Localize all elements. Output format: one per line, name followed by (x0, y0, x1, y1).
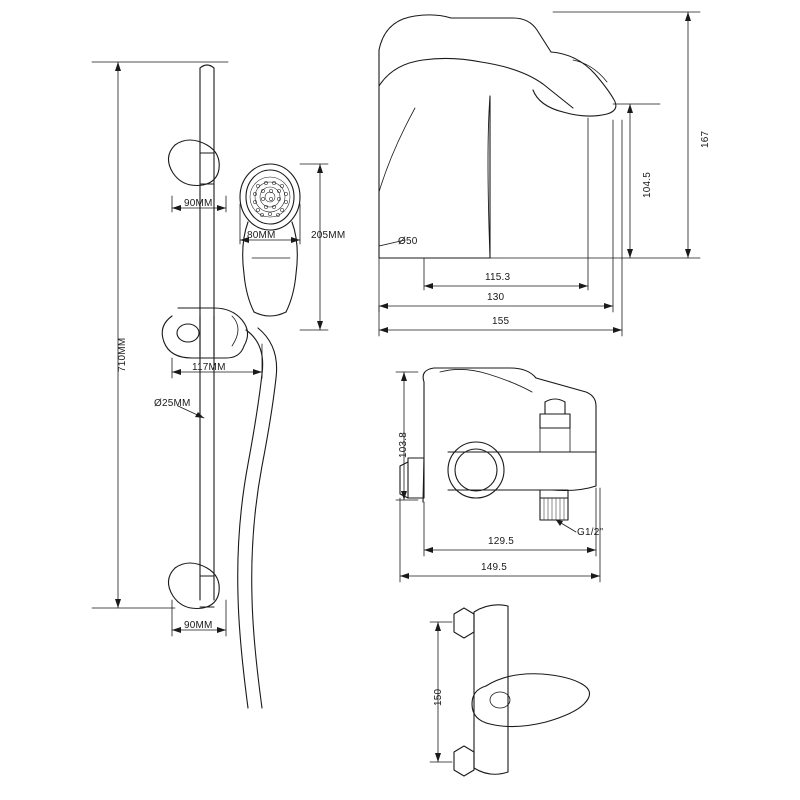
dim-basin-overall-height: 167 (700, 130, 711, 148)
dim-bath-spout-length: 129.5 (488, 536, 515, 547)
dim-bath-body-height: 103.8 (398, 431, 409, 458)
dim-bath-top-inlet-centres: 150 (433, 688, 444, 706)
dim-rail-tube-diameter: Ø25MM (154, 398, 191, 409)
dim-basin-base-diameter: Ø50 (398, 236, 418, 247)
dim-bottom-bracket-width: 90MM (184, 620, 213, 631)
dim-handset-length: 205MM (311, 230, 346, 241)
view-bath-mixer (396, 368, 600, 582)
dim-holder-projection: 117MM (192, 362, 226, 373)
view-shower-rail (92, 62, 328, 708)
dim-basin-spout-reach: 115.3 (485, 272, 511, 283)
dim-bath-overall-width: 149.5 (481, 562, 508, 573)
dim-rail-total-height: 710MM (117, 337, 128, 372)
dim-top-bracket-width: 90MM (184, 198, 213, 209)
dim-basin-body-depth: 130 (487, 292, 505, 303)
dim-basin-spout-height: 104.5 (642, 171, 653, 198)
dim-bath-inlet-thread: G1/2" (577, 527, 604, 538)
dim-basin-overall-depth: 155 (492, 316, 510, 327)
dim-handset-diameter: 80MM (247, 230, 276, 241)
view-bath-mixer-top (430, 605, 590, 776)
